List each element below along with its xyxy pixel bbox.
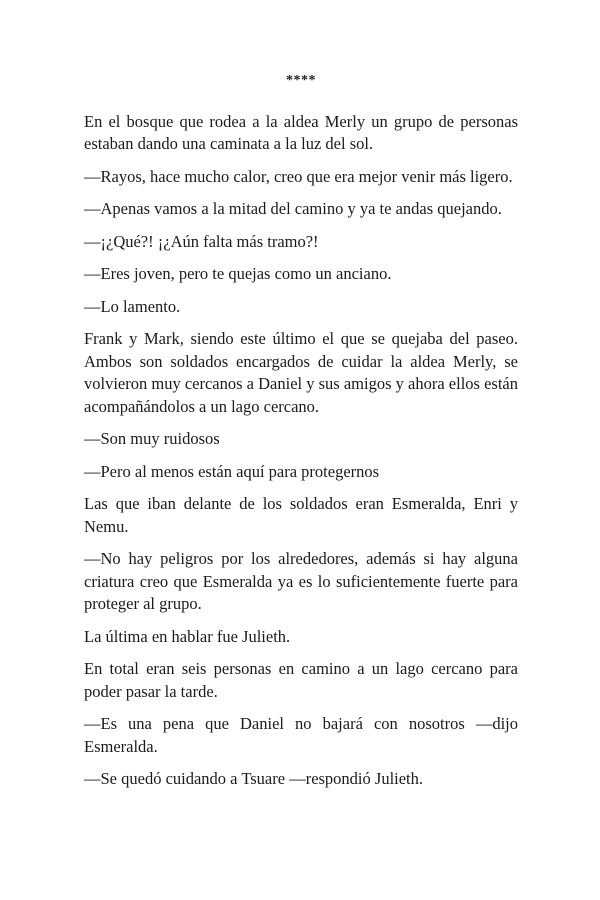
- paragraph-9: —Pero al menos están aquí para protegernos: [84, 461, 380, 481]
- paragraph-12: La última en hablar fue Julieth.: [84, 626, 291, 646]
- paragraph-7: Frank y Mark, siendo este último el que se quejaba del paseo. Ambos son soldados encargados de cuidar la aldea Merly, se volvieron muy cercanos a Daniel y sus amigos y ahora ellos están acompañándolos a un lago cercano.: [84, 329, 518, 416]
- paragraph-14: —Es una pena que Daniel no bajará con nosotros —dijo Esmeralda.: [84, 714, 518, 756]
- paragraph-15: —Se quedó cuidando a Tsuare —respondió Julieth.: [84, 769, 424, 788]
- paragraph-13: En total eran seis personas en camino a un lago cercano para poder pasar la tarde.: [84, 659, 518, 701]
- scene-separator: ****: [286, 73, 316, 88]
- document-page: [84, 70, 518, 801]
- paragraph-2: —Rayos, hace mucho calor, creo que era mejor venir más ligero.: [84, 166, 513, 186]
- paragraph-1: En el bosque que rodea a la aldea Merly un grupo de personas estaban dando una caminata a la luz del sol.: [84, 111, 518, 153]
- paragraph-3: —Apenas vamos a la mitad del camino y ya te andas quejando.: [84, 199, 502, 218]
- paragraph-11: —No hay peligros por los alrededores, además si hay alguna criatura creo que Esmeralda ya es lo suficientemente fuerte para proteger al grupo.: [84, 549, 518, 613]
- paragraph-5: —Eres joven, pero te quejas como un anciano.: [84, 264, 392, 283]
- paragraph-4: —¡¿Qué?! ¡¿Aún falta más tramo?!: [84, 231, 319, 251]
- paragraph-6: —Lo lamento.: [84, 296, 181, 316]
- paragraph-10: Las que iban delante de los soldados eran Esmeralda, Enri y Nemu.: [84, 494, 518, 536]
- paragraph-8: —Son muy ruidosos: [84, 429, 220, 448]
